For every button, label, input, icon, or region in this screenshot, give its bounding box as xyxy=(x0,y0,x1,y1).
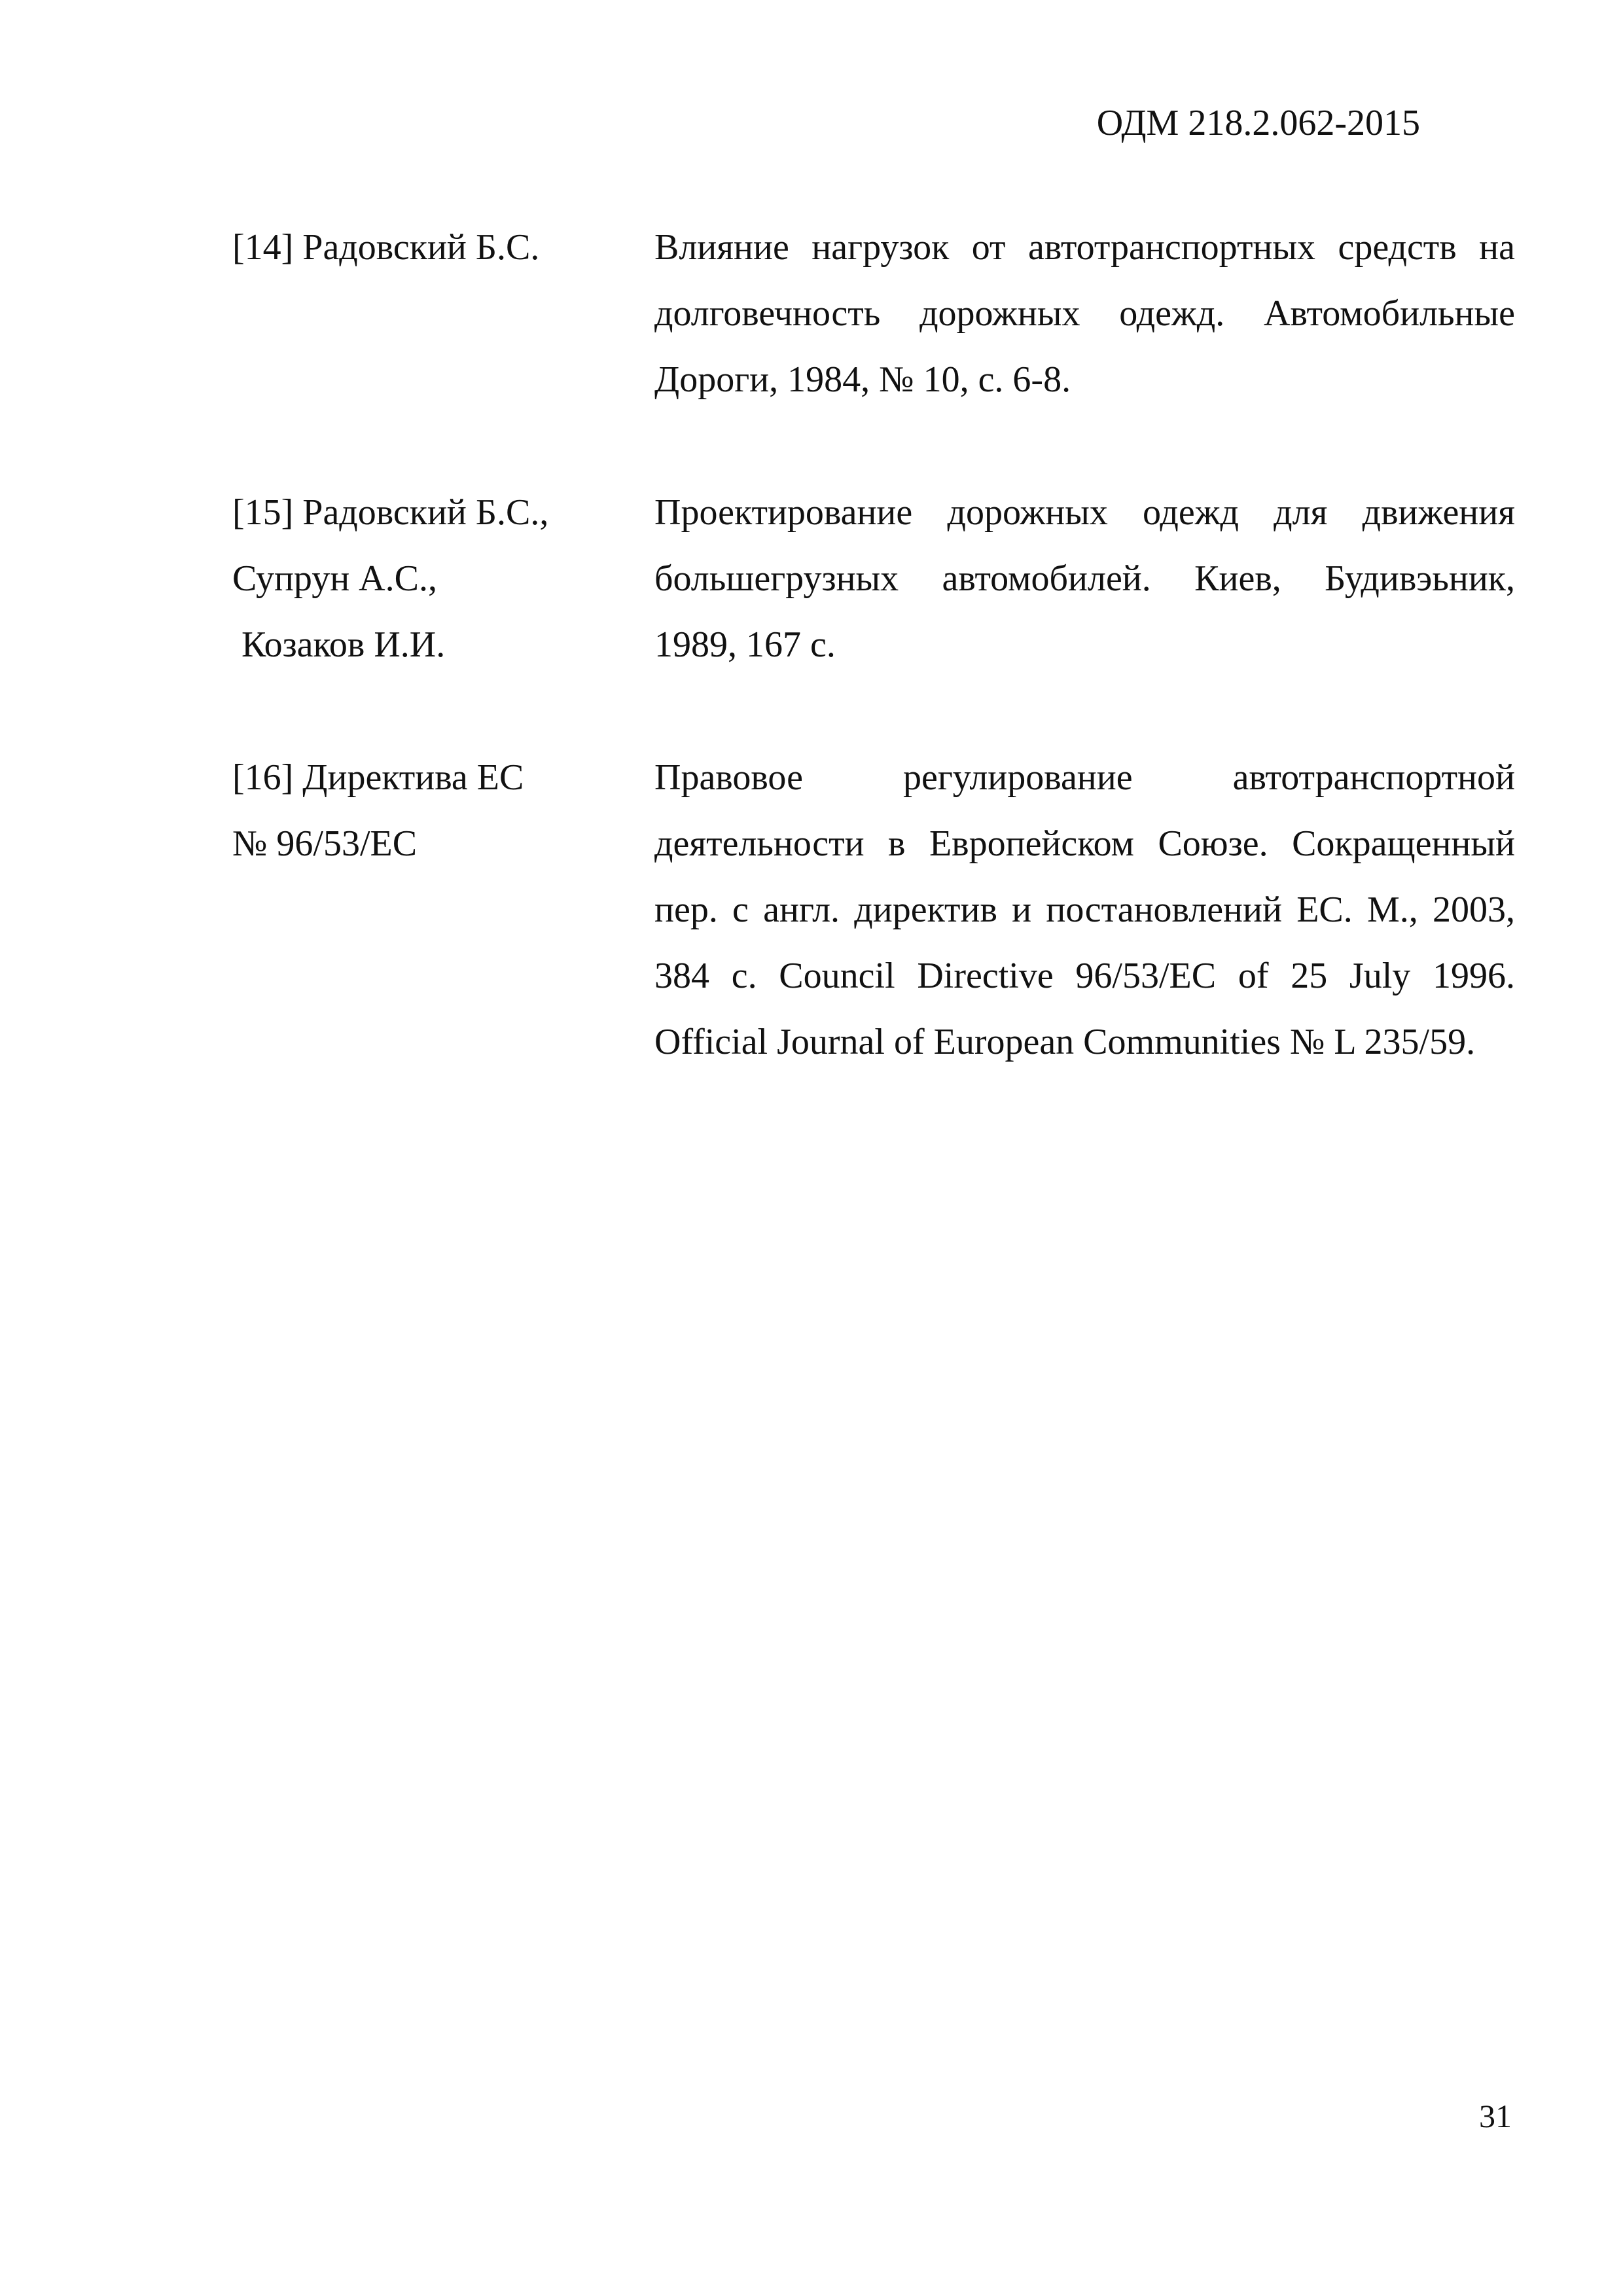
page-number: 31 xyxy=(1479,2098,1512,2134)
description-line: большегрузных автомобилей. Киев, Будивэьник, xyxy=(654,558,1515,599)
description-line: пер. с англ. директив и постановлений ЕС. М., 2003, xyxy=(654,889,1515,930)
description-line: долговечность дорожных одежд. Автомобильные xyxy=(654,293,1515,334)
description-line: Влияние нагрузок от автотранспортных средств на xyxy=(654,227,1515,268)
description-line: Правовое регулирование автотранспортной xyxy=(654,757,1515,798)
reference-author xyxy=(232,745,654,1075)
document-code: ОДМ 218.2.062-2015 xyxy=(1096,103,1420,143)
reference-description xyxy=(654,745,1515,1075)
author-line: [16] Директива ЕС xyxy=(232,757,524,798)
description-line: 384 с. Council Directive 96/53/EC of 25 July 1996. xyxy=(654,956,1515,996)
reference-author xyxy=(232,480,654,678)
reference-entry-14 xyxy=(232,215,1515,413)
reference-entry-15 xyxy=(232,480,1515,678)
author-line: Супрун А.С., xyxy=(232,558,437,599)
reference-author xyxy=(232,215,654,413)
author-line: Козаков И.И. xyxy=(241,624,446,665)
description-line: Дороги, 1984, № 10, с. 6-8. xyxy=(654,359,1071,400)
description-line: Official Journal of European Communities № L 235/59. xyxy=(654,1022,1476,1062)
reference-description xyxy=(654,480,1515,678)
author-line: № 96/53/ЕС xyxy=(232,823,418,864)
reference-entry-16 xyxy=(232,745,1515,1075)
description-line: деятельности в Европейском Союзе. Сокращенный xyxy=(654,823,1515,864)
reference-list xyxy=(232,215,1515,1142)
author-line: [15] Радовский Б.С., xyxy=(232,492,549,533)
description-line: 1989, 167 с. xyxy=(654,624,836,665)
reference-description xyxy=(654,215,1515,413)
description-line: Проектирование дорожных одежд для движения xyxy=(654,492,1515,533)
author-line: [14] Радовский Б.С. xyxy=(232,227,540,268)
